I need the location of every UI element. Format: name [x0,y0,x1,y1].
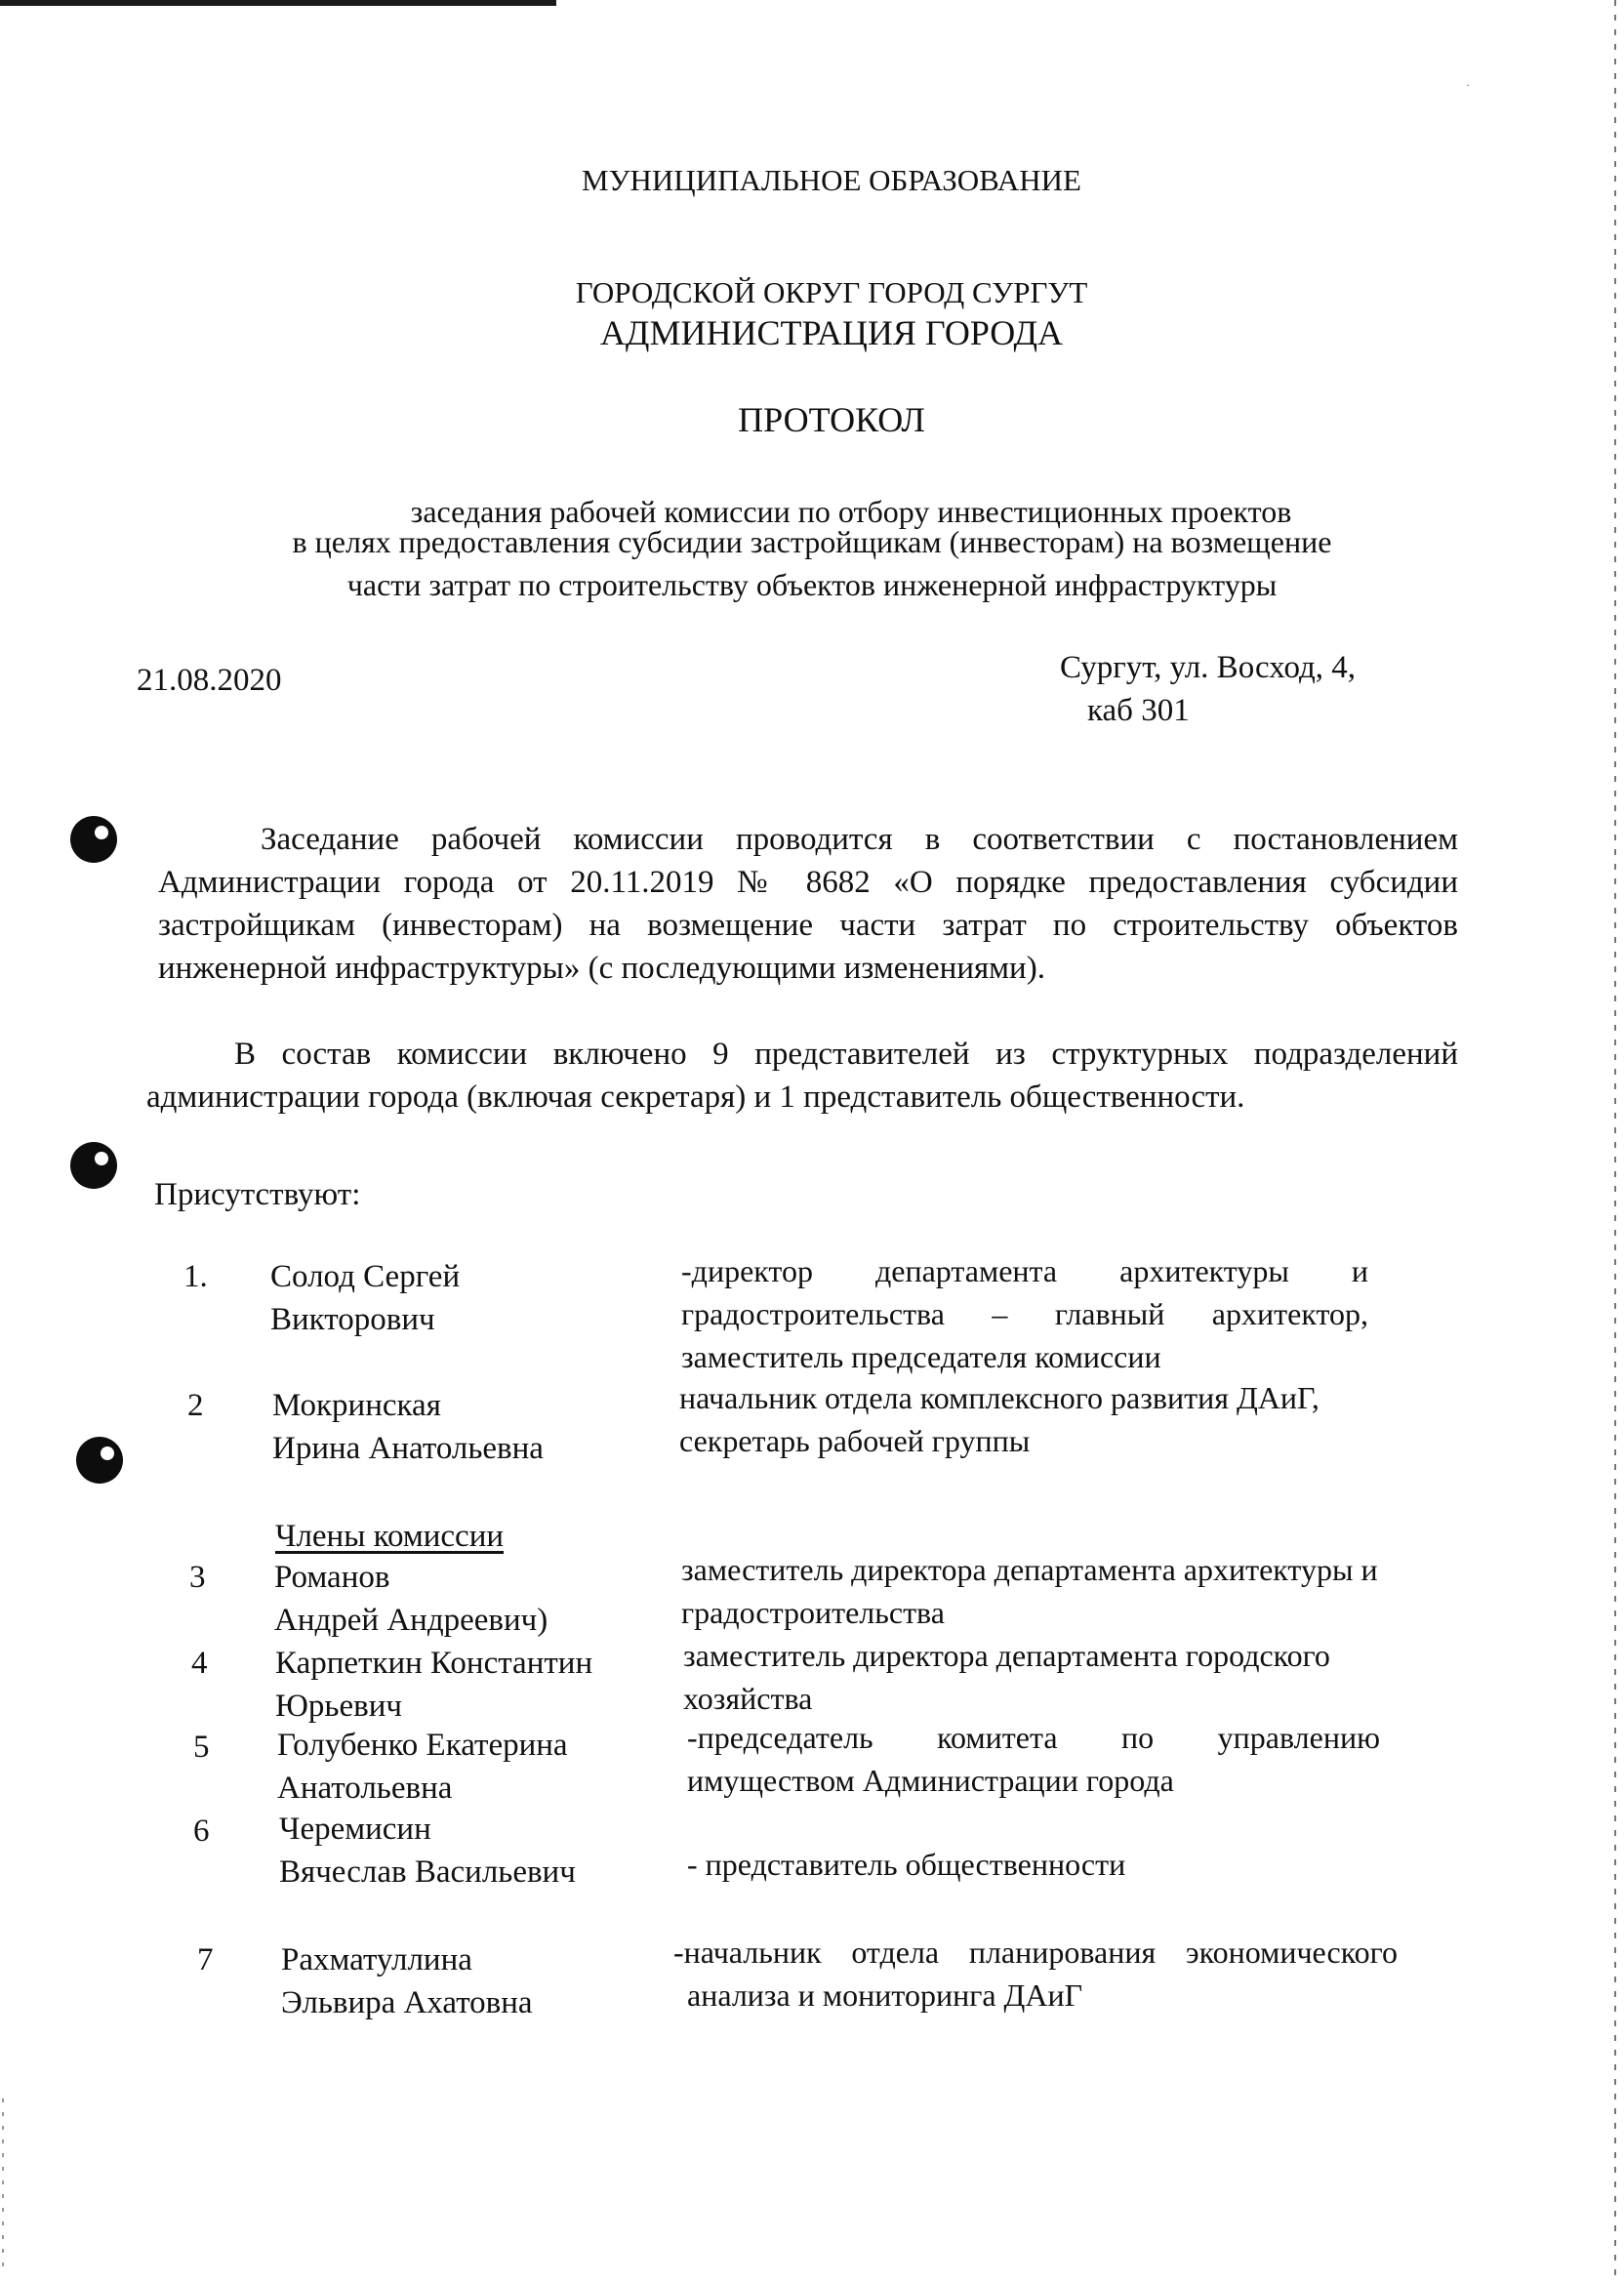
document-type-title: ПРОТОКОЛ [738,400,925,439]
attendee-role: заместитель директора департамента архитектуры и градостроительства [681,1552,1378,1630]
punch-hole-icon [70,816,117,863]
scan-speck: · [1466,78,1470,92]
attendee-name: Рахматуллина [281,1942,472,1977]
scan-artifact-bar [0,0,556,6]
punch-hole-icon [76,1437,123,1484]
attendee-name: Анатольевна [277,1771,453,1806]
members-heading: Члены комиссии [275,1519,505,1554]
attendee-role: заместитель директора департамента городского хозяйства [683,1638,1330,1716]
attendee-number: 3 [189,1560,206,1595]
subject-line-2: в целях предоставления субсидии застройщикам (инвесторам) на возмещение [292,524,1332,559]
attendee-name: Викторович [270,1302,435,1337]
composition-paragraph: В состав комиссии включено 9 представителей из структурных подразделений администрации города (включая секретаря) и 1 представитель общественности. [146,1037,1458,1115]
attendee-name: Андрей Андреевич) [274,1603,548,1638]
header-municipality: МУНИЦИПАЛЬНОЕ ОБРАЗОВАНИЕ [582,163,1081,197]
subject-line-3: части затрат по строительству объектов инженерной инфраструктуры [346,567,1278,602]
attendee-role: начальник отдела комплексного развития ДАиГ, секретарь рабочей группы [679,1380,1320,1458]
place-line-2: каб 301 [1087,693,1190,728]
attendee-name: Солод Сергей [270,1259,461,1294]
attendee-name: Романов [274,1560,390,1595]
subject-line-1: заседания рабочей комиссии по отбору инвестиционных проектов [410,494,1292,529]
attendee-role: - представитель общественности [687,1847,1126,1882]
attendee-name: Голубенко Екатерина [277,1728,568,1763]
attendee-name: Карпеткин Константин [275,1646,593,1681]
attendee-name: Юрьевич [275,1689,402,1724]
attendee-name: Черемисин [279,1812,431,1847]
attendee-number: 4 [191,1646,208,1681]
attendee-role: -начальник отдела планирования экономического анализа и мониторинга ДАиГ [673,1935,1398,2013]
scan-edge-left [2,2099,4,2274]
attendee-name: Мокринская [272,1388,441,1423]
place-line-1: Сургут, ул. Восход, 4, [1060,650,1357,685]
attendee-role: -директор департамента архитектуры и градостроительства – главный архитектор, заместитель председателя комиссии [681,1253,1368,1374]
attendee-name: Эльвира Ахатовна [281,1985,533,2020]
punch-hole-icon [70,1142,117,1189]
document-date: 21.08.2020 [137,663,282,698]
header-city-district: ГОРОДСКОЙ ОКРУГ ГОРОД СУРГУТ [575,275,1088,309]
intro-paragraph: Заседание рабочей комиссии проводится в соответствии с постановлением Администрации города от 20.11.2019 № 8682 «О порядке предоставления субсидии застройщикам (инвесторам) на возмещение части затрат по строительству объектов инженерной инфраструктуры» (с последующими изменениями). [158,822,1458,986]
attendee-number: 7 [197,1942,214,1977]
header-administration: АДМИНИСТРАЦИЯ ГОРОДА [599,313,1064,352]
attendee-number: 6 [193,1813,210,1849]
attendee-number: 2 [187,1388,204,1423]
attendee-name: Ирина Анатольевна [272,1431,544,1466]
attendee-name: Вячеслав Васильевич [279,1854,576,1890]
present-label: Присутствуют: [154,1177,361,1212]
attendee-number: 1. [183,1259,208,1294]
attendee-role: -председатель комитета по управлению имуществом Администрации города [687,1720,1380,1798]
attendee-number: 5 [193,1730,210,1765]
